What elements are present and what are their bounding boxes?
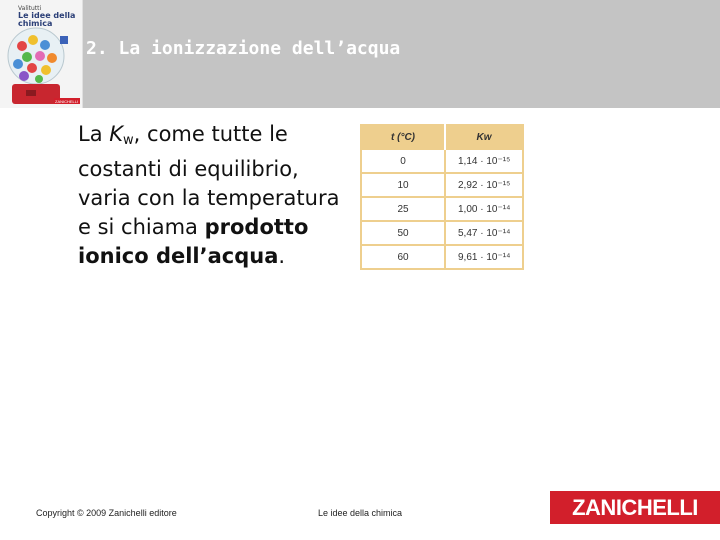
col-header-temperature: t (°C) (361, 125, 445, 149)
table-row (361, 173, 523, 197)
table-header-row (361, 125, 523, 149)
body-text-middle: , come tutte le costanti di equilibrio, varia con la temperatura e si chiama (78, 122, 340, 239)
temperature-cell: 25 (361, 197, 445, 221)
table-row (361, 221, 523, 245)
book-title-line1: Le idee della (18, 11, 76, 20)
kw-value-cell: 9,61 · 10⁻¹⁴ (445, 245, 523, 269)
temperature-cell: 60 (361, 245, 445, 269)
temperature-cell: 10 (361, 173, 445, 197)
zanichelli-logo: ZANICHELLI (550, 491, 720, 524)
body-paragraph (78, 120, 348, 271)
book-cover-image (0, 0, 83, 108)
slide-title: 2. La ionizzazione dell’acqua (86, 38, 401, 59)
book-cover-title (18, 6, 78, 28)
body-text-bold: prodotto ionico dell’acqua (78, 215, 309, 268)
temperature-cell: 50 (361, 221, 445, 245)
book-title-line2: chimica (18, 19, 53, 28)
kw-value-cell: 1,14 · 10⁻¹⁵ (445, 149, 523, 173)
kw-symbol: K (109, 122, 124, 146)
body-text-start: La (78, 122, 110, 146)
kw-value-cell: 1,00 · 10⁻¹⁴ (445, 197, 523, 221)
table-row (361, 149, 523, 173)
kw-value-cell: 2,92 · 10⁻¹⁵ (445, 173, 523, 197)
copyright-text: Copyright © 2009 Zanichelli editore (36, 508, 177, 518)
table-row (361, 245, 523, 269)
book-cover-badge: ZANICHELLI (55, 99, 79, 104)
kw-temperature-table (360, 124, 524, 270)
kw-value-cell: 5,47 · 10⁻¹⁴ (445, 221, 523, 245)
book-author: Valitutti (18, 5, 42, 12)
table-row (361, 197, 523, 221)
body-text-end: . (278, 244, 286, 268)
kw-subscript: w (123, 133, 134, 148)
book-name-footer: Le idee della chimica (318, 508, 403, 518)
col-header-kw: Kw (445, 125, 523, 149)
temperature-cell: 0 (361, 149, 445, 173)
